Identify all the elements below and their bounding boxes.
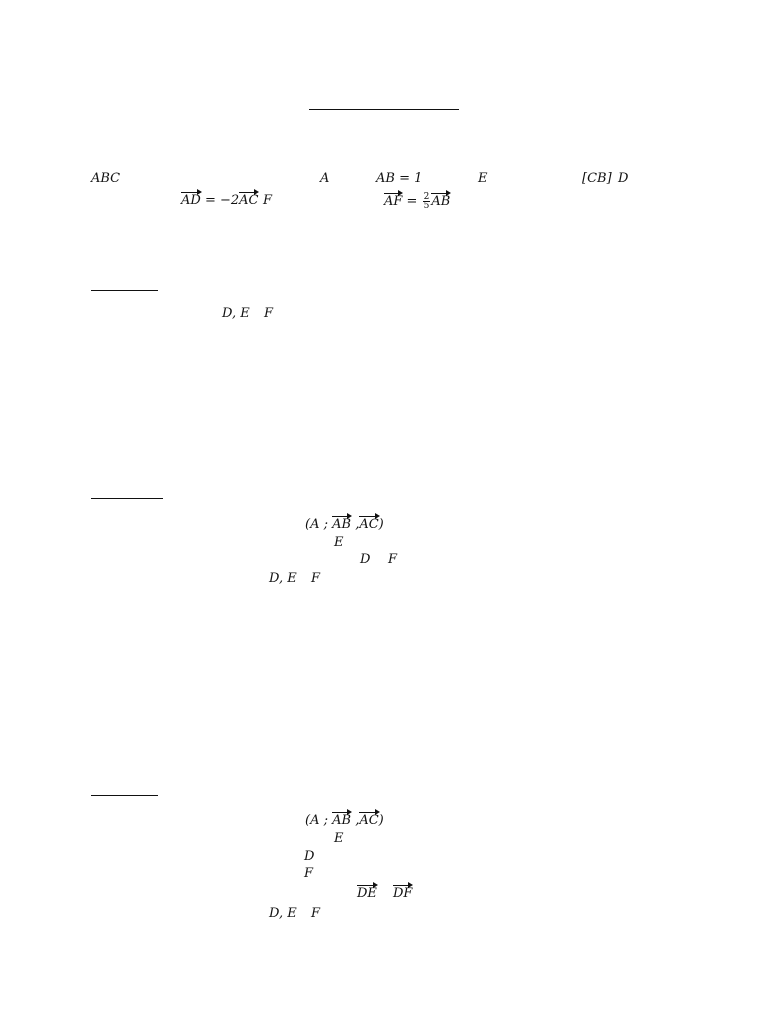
part3-frame-close: )	[378, 813, 384, 828]
af-equals: =	[402, 194, 422, 209]
ad-relation	[181, 193, 258, 209]
part2-vector-ab: AB	[332, 517, 352, 532]
part3-heading-underline	[91, 795, 158, 796]
part2-point-f-final: F	[311, 571, 321, 586]
part3-frame-sep: ,	[351, 813, 360, 828]
part3-vector-de: DE	[357, 886, 377, 901]
part1-point-f: F	[264, 306, 274, 321]
part3-point-f: F	[304, 866, 314, 881]
part3-point-f-final: F	[311, 906, 321, 921]
point-d: D	[618, 171, 629, 186]
part3-vector-ac: AC	[359, 813, 379, 828]
part2-points-de: D, E	[269, 571, 297, 586]
part3-vector-df: DF	[393, 886, 413, 901]
triangle-abc: ABC	[91, 171, 121, 186]
part2-point-f: F	[388, 552, 398, 567]
part2-point-e: E	[334, 535, 344, 550]
part3-point-d: D	[304, 849, 315, 864]
point-f: F	[263, 193, 273, 208]
part2-frame	[305, 517, 384, 533]
vector-ab: AB	[431, 194, 451, 209]
part3-frame	[305, 813, 384, 829]
vector-ad: AD	[181, 193, 201, 208]
part3-point-e: E	[334, 831, 344, 846]
part3-vector-de-wrap	[357, 886, 377, 902]
part2-frame-close: )	[378, 517, 384, 532]
part3-vector-df-wrap	[393, 886, 412, 902]
part3-points-de: D, E	[269, 906, 297, 921]
part1-points-de: D, E	[222, 306, 250, 321]
part3-frame-open: (A ;	[305, 813, 333, 828]
fraction-numerator: 2	[423, 192, 430, 202]
part3-vector-ab: AB	[332, 813, 352, 828]
vector-ac: AC	[239, 193, 259, 208]
part2-frame-open: (A ;	[305, 517, 333, 532]
part2-heading-underline	[91, 498, 163, 499]
fraction-denominator: 5	[423, 201, 430, 211]
vector-af: AF	[384, 194, 403, 209]
part2-frame-sep: ,	[351, 517, 360, 532]
point-e: E	[478, 171, 488, 186]
part1-heading-underline	[91, 290, 158, 291]
point-a: A	[320, 171, 330, 186]
title-underline	[309, 109, 459, 110]
ad-equals: = −2	[200, 193, 240, 208]
part2-point-d: D	[360, 552, 371, 567]
segment-cb: [CB]	[582, 171, 612, 186]
ab-length: AB = 1	[376, 171, 423, 186]
af-relation	[384, 193, 450, 210]
part2-vector-ac: AC	[359, 517, 379, 532]
fraction-two-fifths	[423, 193, 431, 210]
